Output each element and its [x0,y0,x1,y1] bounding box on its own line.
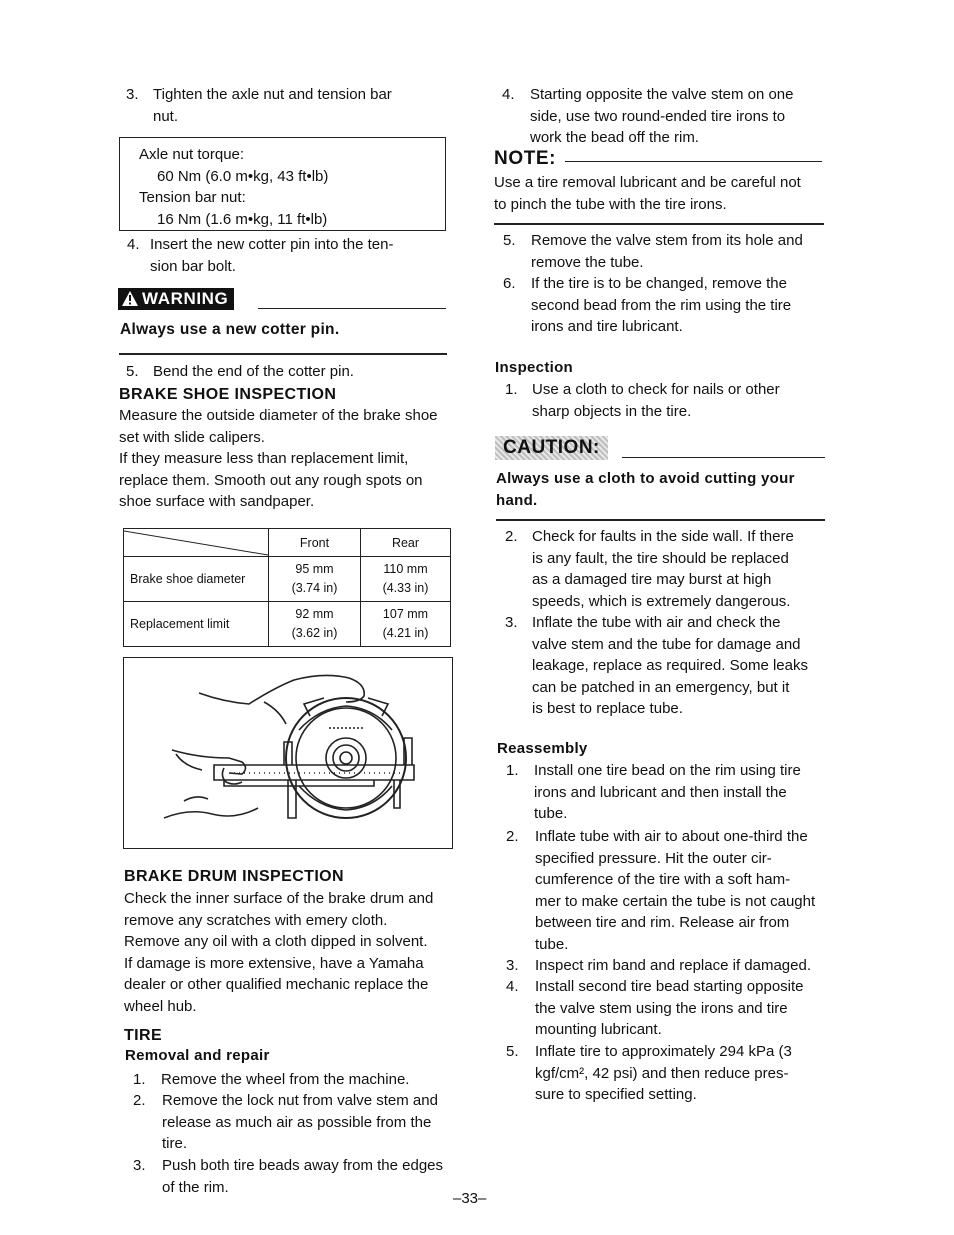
paragraph-line: If damage is more extensive, have a Yamaha [124,954,424,972]
note-end-rule [494,223,824,225]
cell-value: (3.74 in) [291,581,338,595]
caution-header-rule [622,457,825,458]
brake-drum-text [124,888,464,1017]
brake-shoe-spec-table [123,528,451,647]
table-row [124,602,451,647]
step-number: 3. [506,957,519,974]
step-number: 4. [506,978,519,995]
note-label: NOTE: [494,148,557,169]
cell-value: (3.62 in) [291,626,338,640]
step-line: Remove the lock nut from valve stem and [162,1092,438,1109]
step-line: nut. [153,107,179,125]
step-line: Starting opposite the valve stem on one [530,86,794,103]
table-cell [269,557,361,602]
step-line: Inspect rim band and replace if damaged. [535,957,811,974]
paragraph-line: remove any scratches with emery cloth. [124,911,388,929]
table-cell [361,602,451,647]
reassembly-heading: Reassembly [497,740,588,757]
removal-repair-subheading: Removal and repair [125,1047,270,1064]
paragraph-line: If they measure less than replacement limit, [119,450,409,467]
warning-label: WARNING [142,289,229,308]
step-line: irons and lubricant and then install the [534,783,787,801]
step-line: of the rim. [162,1178,229,1196]
step-number: 2. [506,828,519,845]
step-number: 4. [127,236,140,253]
step-line: Inflate tube with air to about one-third the [535,828,808,845]
tension-torque-value: 16 Nm (1.6 m•kg, 11 ft•lb) [157,211,328,228]
step-number: 5. [506,1043,519,1060]
cell-value: 92 mm [295,607,334,621]
note-text [494,172,834,215]
note-line: to pinch the tube with the tire irons. [494,195,727,213]
step-line: Tighten the axle nut and tension bar [153,86,392,103]
step-number: 6. [503,275,516,292]
axle-torque-value: 60 Nm (6.0 m•kg, 43 ft•lb) [157,168,329,185]
table-row-label: Replacement limit [124,602,269,647]
page-number: –33– [453,1190,487,1207]
step-number: 5. [503,232,516,249]
note-header-rule [565,161,822,162]
caution-header [495,436,608,460]
paragraph-line: set with slide calipers. [119,428,265,446]
step-number: 3. [126,86,139,103]
step-line: speeds, which is extremely dangerous. [532,592,791,610]
table-header-cell: Rear [361,529,451,557]
step-line: Bend the end of the cotter pin. [153,363,354,380]
step-line: sharp objects in the tire. [532,402,692,420]
step-line: Install second tire bead starting opposite [535,978,804,995]
step-line: Install one tire bead on the rim using tire [534,762,801,779]
cell-value: (4.21 in) [382,626,429,640]
warning-badge [118,288,234,310]
warning-end-rule [119,353,447,355]
torque-spec-box [119,137,446,231]
table-cell [269,602,361,647]
step-line: Insert the new cotter pin into the ten- [150,236,394,253]
step-line: Inflate the tube with air and check the [532,614,781,631]
step-line: remove the tube. [531,253,644,271]
brake-drum-heading: BRAKE DRUM INSPECTION [124,868,344,885]
caution-badge: CAUTION: [495,436,608,460]
caution-line: Always use a cloth to avoid cutting your [496,470,795,487]
step-line: specified pressure. Hit the outer cir- [535,849,772,867]
cell-value: 95 mm [295,562,334,576]
step-number: 1. [506,762,519,779]
step-line: side, use two round-ended tire irons to [530,107,786,125]
step-number: 1. [133,1071,146,1088]
cell-value: (4.33 in) [382,581,429,595]
step-line: tube. [535,935,569,953]
tire-heading: TIRE [124,1027,163,1044]
step-number: 1. [505,381,518,398]
note-line: Use a tire removal lubricant and be careful not [494,174,801,191]
step-line: is any fault, the tire should be replaced [532,549,789,567]
step-line: Push both tire beads away from the edges [162,1157,444,1174]
step-line: can be patched in an emergency, but it [532,678,790,696]
inspection-heading: Inspection [495,359,574,376]
step-line: tube. [534,805,568,822]
step-line: Remove the valve stem from its hole and [531,232,803,249]
step-line: as a damaged tire may burst at high [532,571,772,588]
caution-end-rule [496,519,825,521]
table-corner-cell [124,529,269,557]
table-row [124,557,451,602]
step-line: between tire and rim. Release air from [535,914,790,931]
paragraph-line: replace them. Smooth out any rough spots on [119,471,423,489]
step-line: tire. [162,1135,188,1152]
step-number: 2. [133,1092,146,1109]
step-line: kgf/cm², 42 psi) and then reduce pres- [535,1064,789,1082]
step-number: 4. [502,86,515,103]
step-line: Use a cloth to check for nails or other [532,381,780,398]
step-line: irons and tire lubricant. [531,318,683,335]
cell-value: 110 mm [383,562,428,576]
step-line: mounting lubricant. [535,1021,662,1038]
step-number: 5. [126,363,139,380]
cell-value: 107 mm [382,607,429,621]
step-line: mer to make certain the tube is not caught [535,892,816,910]
warning-header-rule [258,308,446,309]
step-line: cumference of the tire with a soft ham- [535,871,791,888]
caliper-illustration [124,658,451,847]
step-number: 2. [505,528,518,545]
step-line: second bead from the rim using the tire [531,296,792,314]
paragraph-line: wheel hub. [124,997,197,1015]
step-line: work the bead off the rim. [530,129,699,146]
brake-shoe-text [119,405,459,513]
warning-triangle-icon [122,291,138,306]
caliper-measurement-figure [123,657,453,849]
paragraph-line: Remove any oil with a cloth dipped in solvent. [124,933,428,950]
step-number: 3. [505,614,518,631]
table-row-label: Brake shoe diameter [124,557,269,602]
paragraph-line: Check the inner surface of the brake drum and [124,890,434,907]
step-line: Remove the wheel from the machine. [161,1071,410,1088]
diagonal-line [124,529,268,557]
step-line: Inflate tire to approximately 294 kPa (3 [535,1043,792,1060]
axle-torque-label: Axle nut torque: [139,146,245,163]
step-line: release as much air as possible from the [162,1113,432,1131]
step-line: valve stem and the tube for damage and [532,635,801,653]
paragraph-line: shoe surface with sandpaper. [119,493,315,510]
step-line: sion bar bolt. [150,257,236,275]
table-cell [361,557,451,602]
tension-torque-label: Tension bar nut: [139,189,246,206]
table-header-cell: Front [269,529,361,557]
brake-shoe-heading: BRAKE SHOE INSPECTION [119,386,337,403]
caution-text [496,468,836,512]
step-line: the valve stem using the irons and tire [535,999,788,1017]
step-line: Check for faults in the side wall. If there [532,528,794,545]
step-number: 3. [133,1157,146,1174]
paragraph-line: dealer or other qualified mechanic replace the [124,976,429,993]
step-line: leakage, replace as required. Some leaks [532,657,808,674]
caution-line: hand. [496,492,538,509]
paragraph-line: Measure the outside diameter of the brake shoe [119,407,438,424]
step-line: is best to replace tube. [532,700,683,717]
warning-text: Always use a new cotter pin. [120,321,340,338]
step-line: sure to specified setting. [535,1086,697,1103]
step-line: If the tire is to be changed, remove the [531,275,787,292]
